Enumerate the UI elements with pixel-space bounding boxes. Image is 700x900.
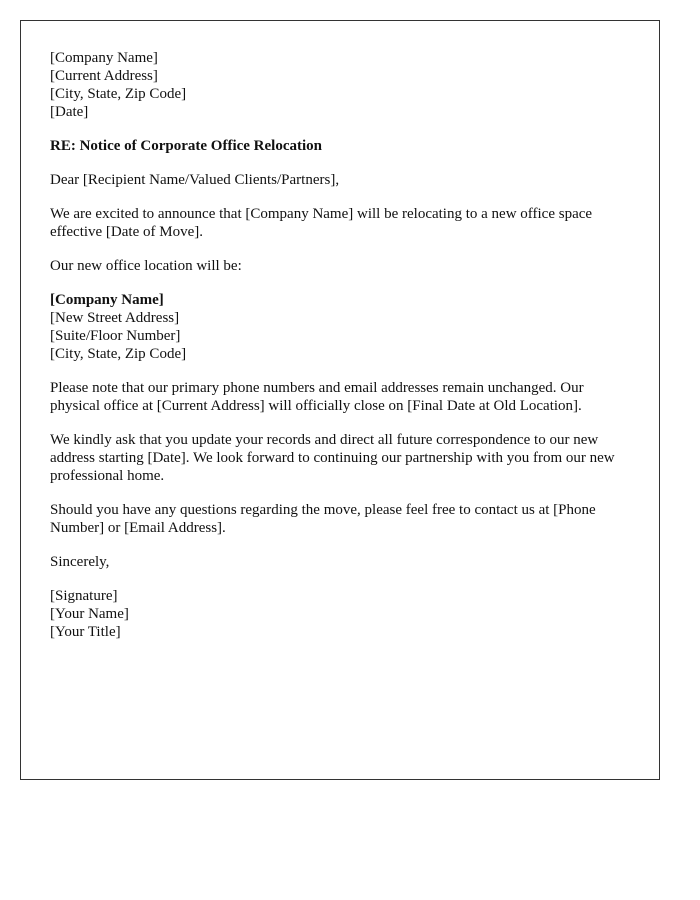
signature-block (50, 587, 630, 641)
new-city-state-zip: [City, State, Zip Code] (50, 346, 187, 362)
new-company-name: [Company Name] (50, 292, 164, 308)
sender-address-block (50, 49, 630, 121)
salutation: Dear [Recipient Name/Valued Clients/Partners], (50, 172, 340, 188)
unchanged-notice-paragraph: Please note that our primary phone numbers and email addresses remain unchanged. Our physical office at [Current Address] will officially close on [Final Date at Old Location]. (50, 380, 584, 414)
new-address-block (50, 291, 630, 363)
subject-line: RE: Notice of Corporate Office Relocation (50, 138, 322, 154)
letter-page (20, 20, 660, 780)
new-street-address: [New Street Address] (50, 310, 180, 326)
contact-paragraph: Should you have any questions regarding the move, please feel free to contact us at [Phone Number] or [Email Address]. (50, 502, 596, 536)
letter-date: [Date] (50, 104, 89, 120)
signer-title: [Your Title] (50, 624, 121, 640)
signer-name: [Your Name] (50, 606, 129, 622)
announcement-paragraph: We are excited to announce that [Company Name] will be relocating to a new office space effective [Date of Move]. (50, 206, 593, 240)
sender-company-name: [Company Name] (50, 50, 158, 66)
sender-current-address: [Current Address] (50, 68, 158, 84)
update-request-paragraph: We kindly ask that you update your records and direct all future correspondence to our new address starting [Date]. We look forward to continuing our partnership with you from our new professional home. (50, 432, 615, 484)
location-intro-paragraph: Our new office location will be: (50, 258, 242, 274)
sender-city-state-zip: [City, State, Zip Code] (50, 86, 187, 102)
signature: [Signature] (50, 588, 118, 604)
new-suite-floor: [Suite/Floor Number] (50, 328, 181, 344)
valediction: Sincerely, (50, 554, 110, 570)
